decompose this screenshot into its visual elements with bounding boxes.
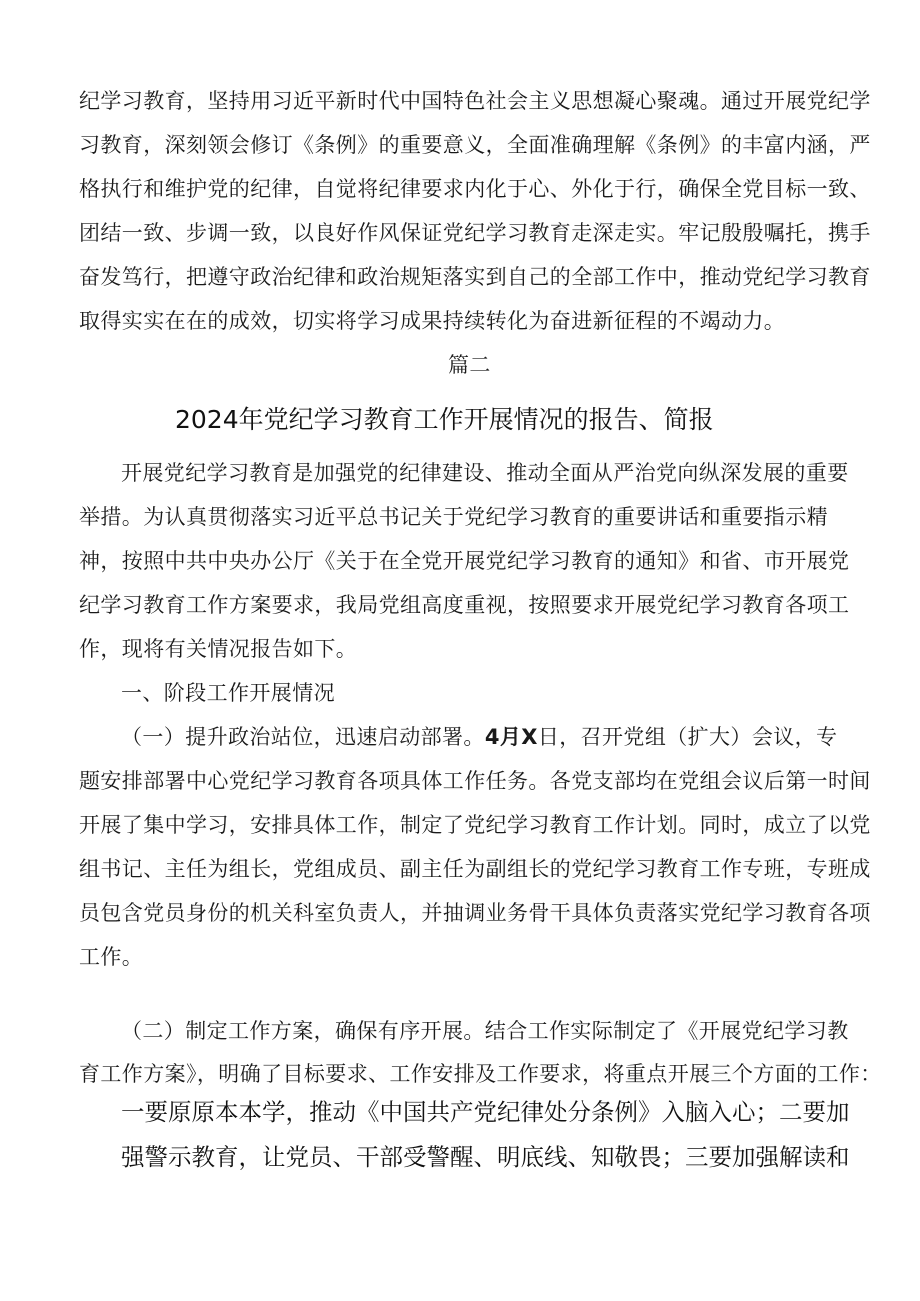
paragraph-line: 一要原原本本学，推动《中国共产党纪律处分条例》入脑入心；二要加 <box>121 1098 850 1126</box>
paragraph-line <box>121 722 837 752</box>
section-label: 篇二 <box>448 353 491 377</box>
paragraph-line: 开展了集中学习，安排具体工作，制定了党纪学习教育工作计划。同时，成立了以党 <box>79 813 871 837</box>
paragraph-line: 强警示教育，让党员、干部受警醒、明底线、知敬畏；三要加强解读和 <box>121 1143 850 1171</box>
paragraph-text: （一）提升政治站位，迅速启动部署。 <box>121 725 485 749</box>
paragraph-line: 神，按照中共中央办公厅《关于在全党开展党纪学习教育的通知》和省、市开展党 <box>79 549 850 573</box>
paragraph-line: 团结一致、步调一致，以良好作风保证党纪学习教育走深走实。牢记殷殷嘱托，携手 <box>79 221 871 245</box>
paragraph-line: （二）制定工作方案，确保有序开展。结合工作实际制定了《开展党纪学习教 <box>121 1019 849 1043</box>
paragraph-text: 日，召开党组（扩大）会议，专 <box>537 725 838 749</box>
document-title: 2024年党纪学习教育工作开展情况的报告、简报 <box>175 405 714 434</box>
paragraph-line: 奋发笃行，把遵守政治纪律和政治规矩落实到自己的全部工作中，推动党纪学习教育 <box>79 265 871 289</box>
paragraph-line: 题安排部署中心党纪学习教育各项具体工作任务。各党支部均在党组会议后第一时间 <box>79 769 871 793</box>
paragraph-line: 开展党纪学习教育是加强党的纪律建设、推动全面从严治党向纵深发展的重要 <box>121 461 849 485</box>
paragraph-line: 工作。 <box>79 945 144 969</box>
paragraph-line: 格执行和维护党的纪律，自觉将纪律要求内化于心、外化于行，确保全党目标一致、 <box>79 177 871 201</box>
paragraph-line: 纪学习教育工作方案要求，我局党组高度重视，按照要求开展党纪学习教育各项工 <box>79 593 850 617</box>
paragraph-line: 习教育，深刻领会修订《条例》的重要意义，全面准确理解《条例》的丰富内涵，严 <box>79 133 871 157</box>
paragraph-line: 举措。为认真贯彻落实习近平总书记关于党纪学习教育的重要讲话和重要指示精 <box>79 505 828 529</box>
section-heading: 一、阶段工作开展情况 <box>121 681 335 705</box>
paragraph-line: 纪学习教育，坚持用习近平新时代中国特色社会主义思想凝心聚魂。通过开展党纪学 <box>79 89 871 113</box>
paragraph-line: 育工作方案》，明确了目标要求、工作安排及工作要求，将重点开展三个方面的工作： <box>79 1062 882 1086</box>
paragraph-line: 员包含党员身份的机关科室负责人，并抽调业务骨干具体负责落实党纪学习教育各项 <box>79 901 871 925</box>
paragraph-line: 组书记、主任为组长，党组成员、副主任为副组长的党纪学习教育工作专班，专班成 <box>79 857 871 881</box>
paragraph-line: 取得实实在在的成效，切实将学习成果持续转化为奋进新征程的不竭动力。 <box>79 309 786 333</box>
date-text: 4月X <box>484 725 538 749</box>
paragraph-line: 作，现将有关情况报告如下。 <box>79 637 358 661</box>
